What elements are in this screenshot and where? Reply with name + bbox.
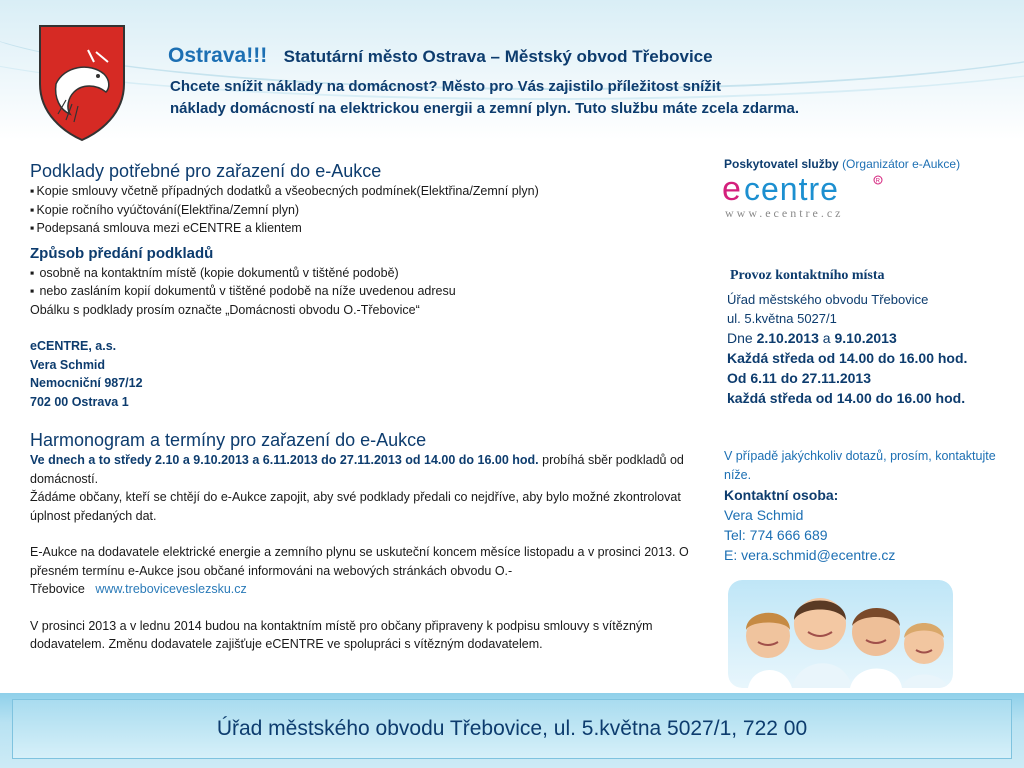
delivery-item: ▪ osobně na kontaktním místě (kopie dokumentů v tištěné podobě) <box>30 264 710 283</box>
date2: 9.10.2013 <box>834 330 897 346</box>
address-line: eCENTRE, a.s. <box>30 339 117 353</box>
address-line: Vera Schmid <box>30 357 106 372</box>
address-line: 702 00 Ostrava 1 <box>30 394 129 409</box>
range-line: Od 6.11 do 27.11.2013 <box>727 370 871 386</box>
contact-name: Vera Schmid <box>724 507 804 523</box>
auction-text <box>30 543 710 599</box>
schedule-dates-bold: Ve dnech a to středy 2.10 a 9.10.2013 a 6.11.2013 do 27.11.2013 od 14.00 do 16.00 hod. <box>30 453 539 467</box>
footer-panel <box>12 699 1012 759</box>
contact-label: Kontaktní osoba: <box>724 487 839 503</box>
address-line: Nemocniční 987/12 <box>30 376 143 390</box>
title-city: Statutární město Ostrava – Městský obvod Třebovice <box>283 47 713 66</box>
website-link[interactable]: www.treboviceveslezsku.cz <box>95 582 247 596</box>
schedule-request: Žádáme občany, kteří se chtějí do e-Aukce zapojit, aby své podklady předali co nejdříve, aby bylo možné zkontrolovat úplnost předaných dat. <box>30 490 681 523</box>
contact-place-title: Provoz kontaktního místa <box>730 268 885 283</box>
documents-item: ▪ Kopie smlouvy včetně případných dodatků a všeobecných podmínek(Elektřina/Zemní plyn) <box>30 182 710 201</box>
documents-item: ▪ Podepsaná smlouva mezi eCENTRE a klientem <box>30 219 710 238</box>
dates-line <box>727 328 1017 348</box>
hours-line: Každá středa od 14.00 do 16.00 hod. <box>727 350 968 366</box>
dates-prefix: Dne <box>727 330 757 346</box>
ecentre-logo <box>720 172 890 206</box>
contract-text: V prosinci 2013 a v lednu 2014 budou na kontaktním místě pro občany připraveny k podpisu smlouvy s vítězným dodavatelem. Změnu dodavatele zajišťuje eCENTRE ve spolupráci s vítězným dodavatelem. <box>30 618 653 651</box>
family-photo <box>728 580 953 688</box>
page-subtitle <box>170 76 930 120</box>
ecentre-url[interactable]: www.ecentre.cz <box>725 206 844 220</box>
contact-place <box>727 268 1017 408</box>
date1: 2.10.2013 <box>756 330 819 346</box>
footer <box>0 693 1024 768</box>
contact-phone[interactable]: Tel: 774 666 689 <box>724 527 828 543</box>
provider-title: Poskytovatel služby <box>724 157 839 171</box>
schedule-heading: Harmonogram a termíny pro zařazení do e-Aukce <box>30 430 427 450</box>
schedule-dates-rest: probíhá sběr podkladů od domácností. <box>30 453 684 486</box>
envelope-note: Obálku s podklady prosím označte „Domácnosti obvodu O.-Třebovice“ <box>30 302 420 317</box>
hours-line: každá středa od 14.00 do 16.00 hod. <box>727 390 966 406</box>
documents-item: ▪ Kopie ročního vyúčtování(Elektřina/Zemní plyn) <box>30 201 710 220</box>
office-street: ul. 5.května 5027/1 <box>727 311 837 326</box>
documents-heading: Podklady potřebné pro zařazení do e-Aukce <box>30 161 382 181</box>
svg-text:centre: centre <box>744 172 839 206</box>
svg-text:R: R <box>875 178 880 185</box>
contact-email[interactable]: E: vera.schmid@ecentre.cz <box>724 547 896 563</box>
dates-and: a <box>818 330 835 346</box>
svg-text:e: e <box>722 172 741 206</box>
contact-intro: V případě jakýchkoliv dotazů, prosím, kontaktujte níže. <box>724 449 996 482</box>
page-title <box>168 44 713 68</box>
main-column <box>30 160 710 654</box>
subtitle-line: Chcete snížit náklady na domácnost? Město pro Vás zajistilo příležitost snížit <box>170 78 721 95</box>
delivery-heading: Způsob předání podkladů <box>30 244 214 262</box>
contact-info <box>724 447 1014 565</box>
subtitle-line: náklady domácností na elektrickou energii a zemní plyn. Tuto službu máte zcela zdarma. <box>170 100 800 117</box>
provider-org: (Organizátor e-Aukce) <box>842 157 961 171</box>
office-name: Úřad městského obvodu Třebovice <box>727 292 929 307</box>
coat-of-arms-icon <box>36 22 128 142</box>
provider-label <box>724 157 1014 171</box>
auction-text-body: E-Aukce na dodavatele elektrické energie a zemního plynu se uskuteční koncem měsíce listopadu a v prosinci 2013. O přesném termínu e-Aukce jsou občané informováni na webových stránkách obvodu O.-Třebovice <box>30 545 689 596</box>
footer-address: Úřad městského obvodu Třebovice, ul. 5.května 5027/1, 722 00 <box>216 717 808 740</box>
delivery-item: ▪ nebo zasláním kopií dokumentů v tištěné podobě na níže uvedenou adresu <box>30 282 710 301</box>
schedule-dates <box>30 451 710 488</box>
title-ostrava: Ostrava!!! <box>168 44 268 67</box>
